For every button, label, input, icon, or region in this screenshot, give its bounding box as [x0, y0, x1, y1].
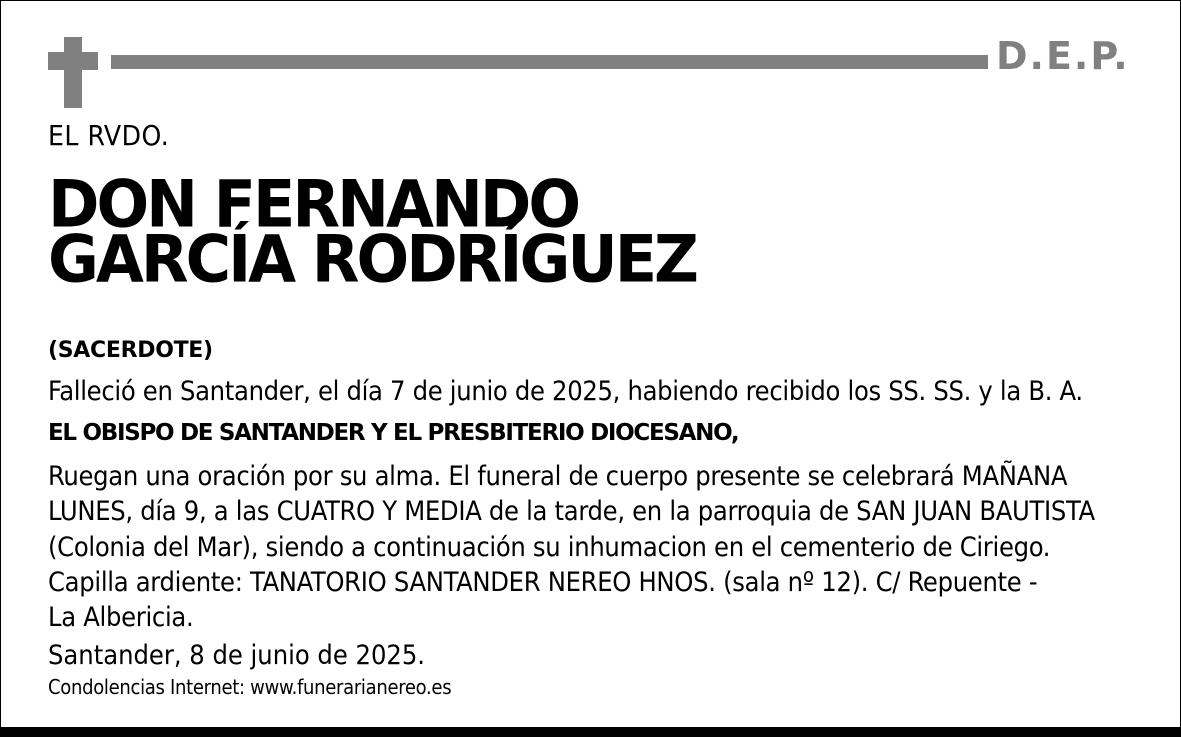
condolences-line: Condolencias Internet: www.funerarianereo.es [48, 675, 452, 699]
death-statement: Falleció en Santander, el día 7 de junio de 2025, habiendo recibido los SS. SS. y la B. A. [48, 376, 1083, 407]
funeral-details-line: Capilla ardiente: TANATORIO SANTANDER NEREO HNOS. (sala nº 12). C/ Repuente - [48, 566, 1038, 598]
funeral-details-line: La Albericia. [48, 602, 194, 634]
funeral-details-line: (Colonia del Mar), siendo a continuación su inhumacion en el cementerio de Ciriego. [48, 531, 1051, 563]
deceased-title: (SACERDOTE) [48, 338, 213, 363]
cross-vertical-bar [64, 37, 82, 108]
funeral-details-line: LUNES, día 9, a las CUATRO Y MEDIA de la tarde, en la parroquia de SAN JUAN BAUTISTA [48, 496, 1095, 528]
deceased-prefix: EL RVDO. [48, 119, 170, 152]
funeral-details [48, 459, 1095, 635]
mourners-line: EL OBISPO DE SANTANDER Y EL PRESBITERIO DIOCESANO, [48, 420, 739, 446]
cross-horizontal-bar [48, 52, 98, 70]
header-rule [111, 55, 988, 69]
funeral-details-line: Ruegan una oración por su alma. El funeral de cuerpo presente se celebrará MAÑANA [48, 461, 1068, 492]
deceased-name-line-2: GARCÍA RODRÍGUEZ [48, 220, 697, 298]
bottom-border [0, 727, 1181, 737]
dep-label: D.E.P. [996, 34, 1130, 78]
deceased-name-line-1: DON FERNANDO [48, 165, 579, 243]
place-date: Santander, 8 de junio de 2025. [48, 640, 426, 671]
